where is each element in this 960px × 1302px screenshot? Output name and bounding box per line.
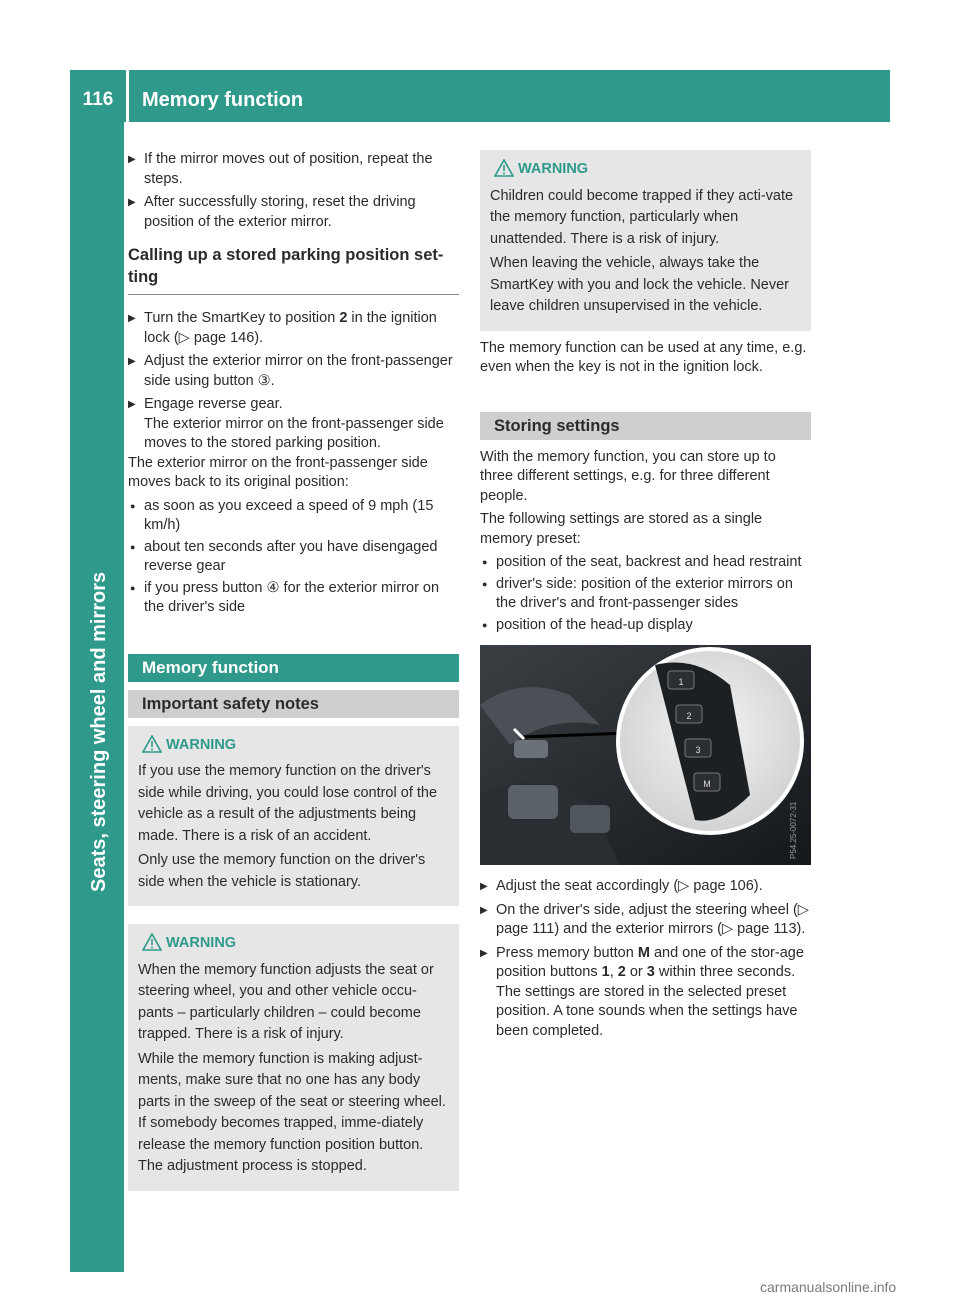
section-storing-settings: Storing settings — [480, 412, 811, 440]
memory-button-label: 2 — [686, 711, 692, 721]
step-adjust-wheel: ▶ On the driver's side, adjust the steering wheel (▷ page 111) and the exterior mirrors (▷ page 113). — [480, 901, 811, 940]
warning-heading: WARNING — [518, 160, 801, 180]
step-reverse-gear: ▶ Engage reverse gear. The exterior mirror on the front-passenger side moves to the stored parking position. — [128, 395, 459, 454]
chapter-label: Seats, steering wheel and mirrors — [88, 571, 110, 892]
memory-button-label: 1 — [678, 677, 684, 687]
list-item: ● as soon as you exceed a speed of 9 mph (15 km/h) — [128, 497, 459, 536]
step-turn-smartkey: ▶ Turn the SmartKey to position 2 in the ignition lock (▷ page 146). — [128, 309, 459, 348]
header-divider — [126, 70, 129, 122]
warning-text: When the memory function adjusts the seat or steering wheel, you and other vehicle occu-pants – particularly children – could become trapped. There is a risk of injury. — [138, 961, 434, 1042]
list-item: ● position of the seat, backrest and head restraint — [480, 553, 811, 573]
para-store-intro: With the memory function, you can store up to three different settings, e.g. for three different people. — [480, 448, 776, 504]
warning-triangle-icon — [142, 933, 162, 951]
step-repeat: ▶ If the mirror moves out of position, repeat the steps. — [128, 150, 459, 189]
list-item: ● position of the head-up display — [480, 616, 811, 636]
step-adjust-mirror: ▶ Adjust the exterior mirror on the front-passenger side using button ③. — [128, 352, 459, 391]
warning-text: Only use the memory function on the driver's side when the vehicle is stationary. — [138, 852, 426, 890]
list-item: ● about ten seconds after you have disengaged reverse gear — [128, 538, 459, 577]
para-any-time: The memory function can be used at any time, e.g. even when the key is not in the ignition lock. — [480, 339, 807, 375]
warning-heading: WARNING — [166, 736, 449, 756]
left-column — [128, 150, 459, 1191]
para-store-preset: The following settings are stored as a single memory preset: — [480, 511, 763, 547]
watermark: carmanualsonline.info — [760, 1279, 897, 1295]
step-reverse-result: The exterior mirror on the front-passenger side moves to the stored parking position. — [144, 415, 444, 451]
warning-text: While the memory function is making adjust-ments, make sure that no one has any body parts in the sweep of the seat or steering wheel. If somebody becomes trapped, imme-diately release the memory function position button. The adjustment process is stopped. — [138, 1050, 446, 1174]
memory-button-label: 3 — [695, 745, 701, 755]
para-original-position: The exterior mirror on the front-passenger side moves back to its original position: — [128, 454, 428, 490]
step-reset: ▶ After successfully storing, reset the driving position of the exterior mirror. — [128, 193, 459, 232]
warning-text: When leaving the vehicle, always take the SmartKey with you and lock the vehicle. Never leave children unsupervised in the vehicle. — [490, 255, 789, 314]
step-press-memory: ▶ Press memory button M and one of the stor-age position buttons 1, 2 or 3 within three seconds. The settings are stored in the selected preset position. A tone sounds when the settings have been completed. — [480, 944, 811, 1042]
memory-button-label: M — [703, 779, 711, 789]
heading-parking-position: Calling up a stored parking position set-ting — [128, 246, 444, 286]
step-press-result: The settings are stored in the selected preset position. A tone sounds when the settings have been completed. — [496, 983, 798, 1039]
photo-code: P54.25-0072-31 — [789, 801, 798, 859]
warning-box-trapped — [128, 924, 459, 1191]
list-item: ● driver's side: position of the exterior mirrors on the driver's and front-passenger sides — [480, 575, 811, 614]
warning-triangle-icon — [142, 735, 162, 753]
warning-box-driving — [128, 726, 459, 907]
warning-triangle-icon — [494, 159, 514, 177]
warning-heading: WARNING — [166, 934, 449, 954]
section-memory-function: Memory function — [128, 654, 459, 682]
heading-rule — [128, 294, 459, 295]
page-title: Memory function — [142, 89, 304, 111]
warning-text: If you use the memory function on the driver's side while driving, you could lose control of the vehicle as a result of the adjustments being made. There is a risk of an accident. — [138, 763, 438, 844]
list-item: ● if you press button ④ for the exterior mirror on the driver's side — [128, 579, 459, 618]
header-bar — [70, 70, 890, 122]
right-column — [480, 150, 811, 1045]
memory-buttons-illustration — [480, 645, 811, 865]
page-number: 116 — [82, 89, 114, 110]
step-adjust-seat: ▶ Adjust the seat accordingly (▷ page 106). — [480, 877, 811, 897]
warning-text: Children could become trapped if they acti-vate the memory function, particularly when unattended. There is a risk of injury. — [490, 187, 794, 247]
subsection-safety-notes: Important safety notes — [128, 690, 459, 718]
warning-box-children — [480, 150, 811, 331]
door-panel-photo — [480, 645, 811, 865]
